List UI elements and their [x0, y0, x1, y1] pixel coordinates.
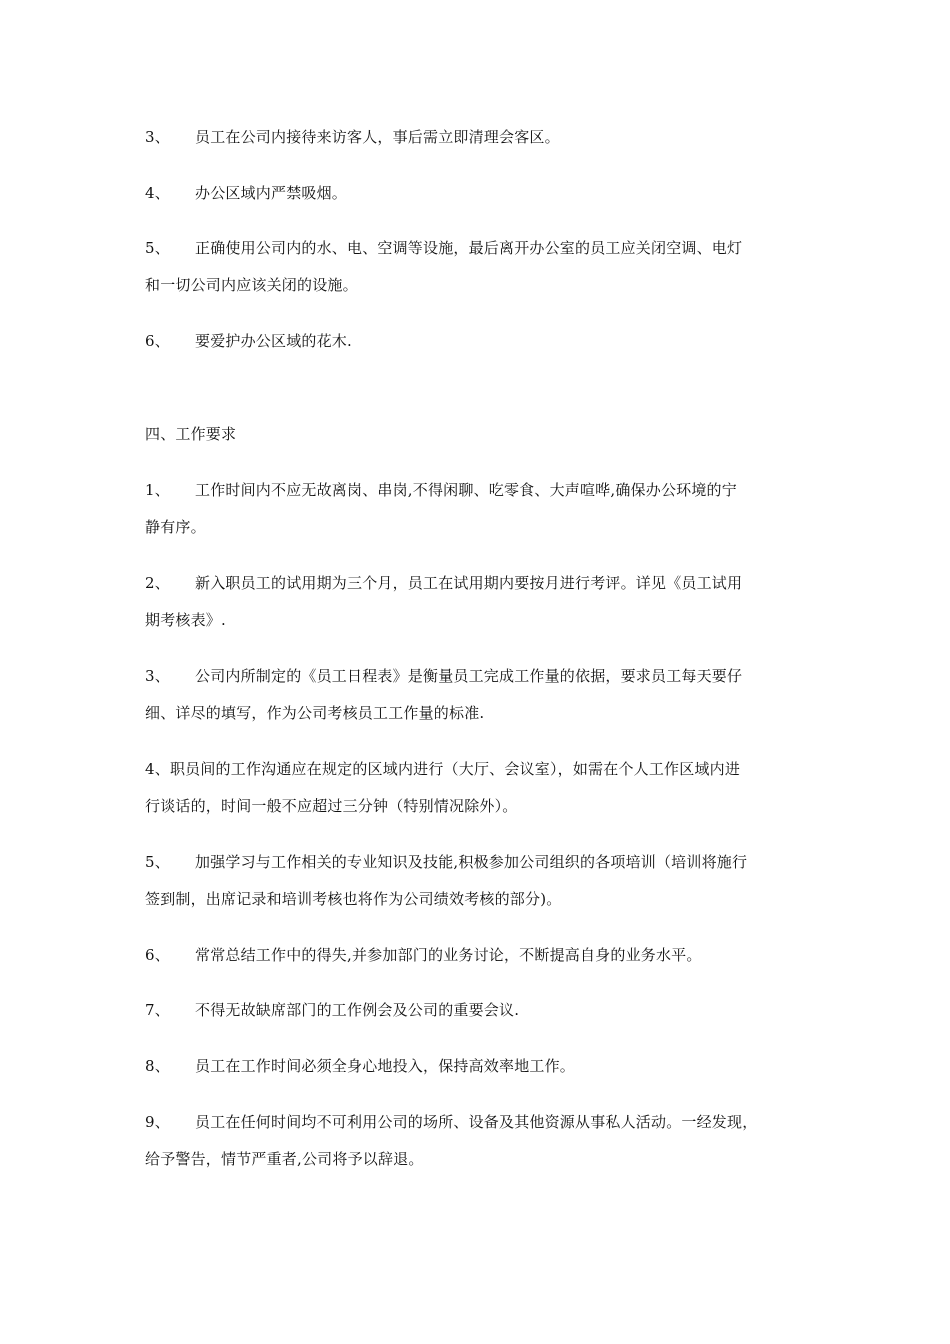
- section-heading: 四、工作要求: [145, 425, 237, 443]
- list-item: [145, 1056, 815, 1076]
- item-number: 9、: [145, 1113, 170, 1131]
- item-number: 5、: [145, 853, 170, 871]
- item-text: 办公区域内严禁吸烟。: [195, 184, 348, 202]
- item-text: 员工在工作时间必须全身心地投入，保持高效率地工作。: [195, 1057, 576, 1075]
- item-text: 新入职员工的试用期为三个月，员工在试用期内要按月进行考评。详见《员工试用: [195, 574, 743, 592]
- item-text: 要爱护办公区域的花木.: [195, 332, 352, 350]
- item-number: 5、: [145, 239, 170, 257]
- list-item-continuation: 给予警告，情节严重者,公司将予以辞退。: [145, 1150, 424, 1168]
- list-item-continuation: 签到制，出席记录和培训考核也将作为公司绩效考核的部分)。: [145, 890, 562, 908]
- item-number: 6、: [145, 946, 170, 964]
- list-item: [145, 852, 815, 872]
- item-text: 正确使用公司内的水、电、空调等设施，最后离开办公室的员工应关闭空调、电灯: [195, 239, 743, 257]
- list-item: [145, 1000, 815, 1020]
- list-item-continuation: 静有序。: [145, 518, 206, 536]
- list-item-continuation: 和一切公司内应该关闭的设施。: [145, 276, 358, 294]
- list-item: [145, 573, 815, 593]
- list-item: [145, 1112, 815, 1132]
- item-text: 员工在任何时间均不可利用公司的场所、设备及其他资源从事私人活动。一经发现，: [195, 1113, 758, 1131]
- item-number: 8、: [145, 1057, 170, 1075]
- list-item: [145, 127, 815, 147]
- item-number: 3、: [145, 128, 170, 146]
- list-item: [145, 666, 815, 686]
- list-item-continuation: 细、详尽的填写，作为公司考核员工工作量的标准.: [145, 704, 485, 722]
- list-item: 4、职员间的工作沟通应在规定的区域内进行（大厅、会议室），如需在个人工作区域内进: [145, 760, 741, 778]
- item-text: 员工在公司内接待来访客人，事后需立即清理会客区。: [195, 128, 560, 146]
- item-number: 2、: [145, 574, 170, 592]
- list-item: [145, 238, 815, 258]
- list-item: [145, 945, 815, 965]
- list-item-continuation: 期考核表》.: [145, 611, 226, 629]
- list-item: [145, 183, 815, 203]
- item-number: 1、: [145, 481, 170, 499]
- item-number: 7、: [145, 1001, 170, 1019]
- list-item-continuation: 行谈话的，时间一般不应超过三分钟（特别情况除外）。: [145, 797, 518, 815]
- list-item: [145, 480, 815, 500]
- item-text: 加强学习与工作相关的专业知识及技能,积极参加公司组织的各项培训（培训将施行: [195, 853, 748, 871]
- item-text: 公司内所制定的《员工日程表》是衡量员工完成工作量的依据，要求员工每天要仔: [195, 667, 743, 685]
- item-text: 工作时间内不应无故离岗、串岗,不得闲聊、吃零食、大声喧哗,确保办公环境的宁: [195, 481, 737, 499]
- list-item: [145, 331, 815, 351]
- item-text: 常常总结工作中的得失,并参加部门的业务讨论，不断提高自身的业务水平。: [195, 946, 702, 964]
- item-text: 不得无故缺席部门的工作例会及公司的重要会议.: [195, 1001, 520, 1019]
- item-number: 6、: [145, 332, 170, 350]
- item-number: 4、: [145, 184, 170, 202]
- item-number: 3、: [145, 667, 170, 685]
